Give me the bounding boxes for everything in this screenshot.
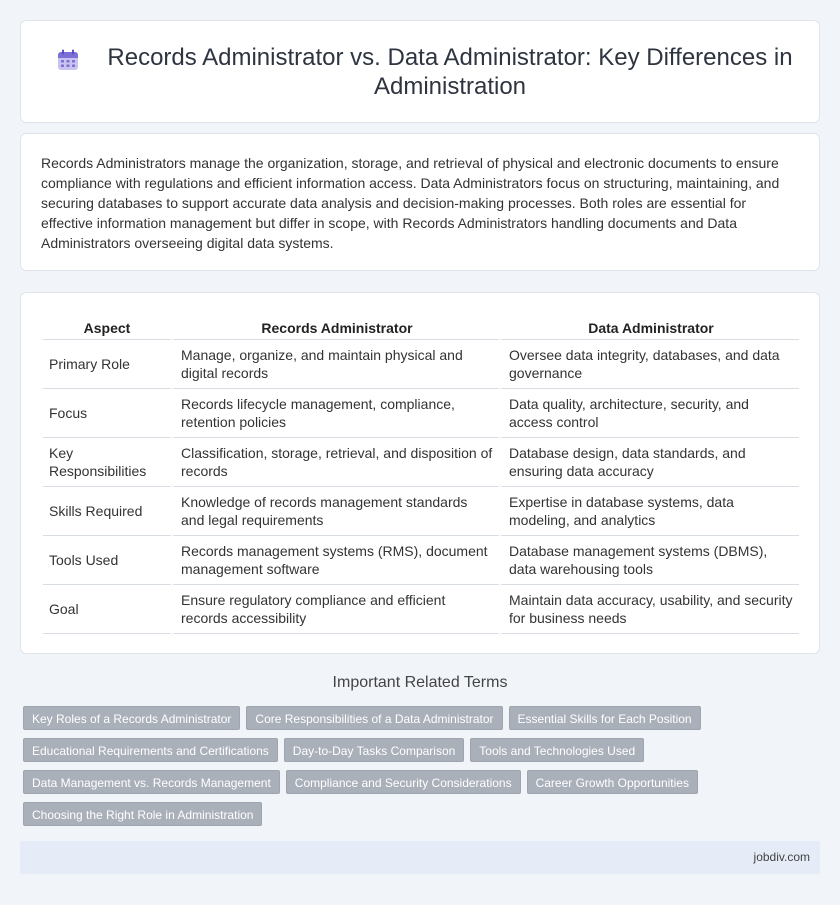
related-term-tag[interactable]: Key Roles of a Records Administrator xyxy=(23,706,240,730)
comparison-card xyxy=(20,292,820,654)
table-row xyxy=(43,585,799,634)
cell-data: Oversee data integrity, databases, and data governance xyxy=(499,340,799,389)
page-title: Records Administrator vs. Data Administrator: Key Differences in Administration xyxy=(107,44,793,100)
cell-data: Expertise in database systems, data modeling, and analytics xyxy=(499,487,799,536)
table-row xyxy=(43,536,799,585)
cell-aspect: Skills Required xyxy=(43,487,171,536)
cell-data: Data quality, architecture, security, and access control xyxy=(499,389,799,438)
related-terms-list xyxy=(23,706,803,826)
cell-records: Records lifecycle management, compliance, retention policies xyxy=(171,389,499,438)
related-term-tag[interactable]: Tools and Technologies Used xyxy=(470,738,644,762)
comparison-table xyxy=(43,315,799,634)
related-term-tag[interactable]: Core Responsibilities of a Data Administrator xyxy=(246,706,502,730)
intro-card xyxy=(20,133,820,271)
related-term-tag[interactable]: Choosing the Right Role in Administration xyxy=(23,802,262,826)
related-term-tag[interactable]: Essential Skills for Each Position xyxy=(509,706,701,730)
cell-data: Database design, data standards, and ensuring data accuracy xyxy=(499,438,799,487)
cell-aspect: Primary Role xyxy=(43,340,171,389)
footer xyxy=(20,841,820,874)
related-term-tag[interactable]: Day-to-Day Tasks Comparison xyxy=(284,738,465,762)
table-row xyxy=(43,438,799,487)
header-data-administrator: Data Administrator xyxy=(499,315,799,340)
related-term-tag[interactable]: Compliance and Security Considerations xyxy=(286,770,521,794)
header-aspect: Aspect xyxy=(43,315,171,340)
cell-records: Knowledge of records management standards and legal requirements xyxy=(171,487,499,536)
related-term-tag[interactable]: Career Growth Opportunities xyxy=(527,770,698,794)
table-row xyxy=(43,389,799,438)
title-card xyxy=(20,20,820,123)
related-terms-title: Important Related Terms xyxy=(332,674,508,691)
cell-aspect: Focus xyxy=(43,389,171,438)
related-term-tag[interactable]: Educational Requirements and Certifications xyxy=(23,738,278,762)
cell-records: Classification, storage, retrieval, and disposition of records xyxy=(171,438,499,487)
table-row xyxy=(43,340,799,389)
cell-data: Database management systems (DBMS), data warehousing tools xyxy=(499,536,799,585)
table-header-row xyxy=(43,315,799,340)
cell-records: Records management systems (RMS), document management software xyxy=(171,536,499,585)
cell-records: Ensure regulatory compliance and efficient records accessibility xyxy=(171,585,499,634)
cell-aspect: Tools Used xyxy=(43,536,171,585)
cell-aspect: Goal xyxy=(43,585,171,634)
table-row xyxy=(43,487,799,536)
cell-records: Manage, organize, and maintain physical and digital records xyxy=(171,340,499,389)
related-term-tag[interactable]: Data Management vs. Records Management xyxy=(23,770,280,794)
cell-aspect: Key Responsibilities xyxy=(43,438,171,487)
footer-site-link[interactable]: jobdiv.com xyxy=(753,850,810,864)
header-records-administrator: Records Administrator xyxy=(171,315,499,340)
intro-paragraph: Records Administrators manage the organization, storage, and retrieval of physical and electronic documents to ensure compliance with regulations and efficient information access. Data Administrators focus on structuring, maintaining, and securing databases to support accurate data analysis and decision-making processes. Both roles are essential for effective information management but differ in scope, with Records Administrators handling documents and Data Administrators overseeing digital data systems. xyxy=(41,155,780,251)
cell-data: Maintain data accuracy, usability, and security for business needs xyxy=(499,585,799,634)
